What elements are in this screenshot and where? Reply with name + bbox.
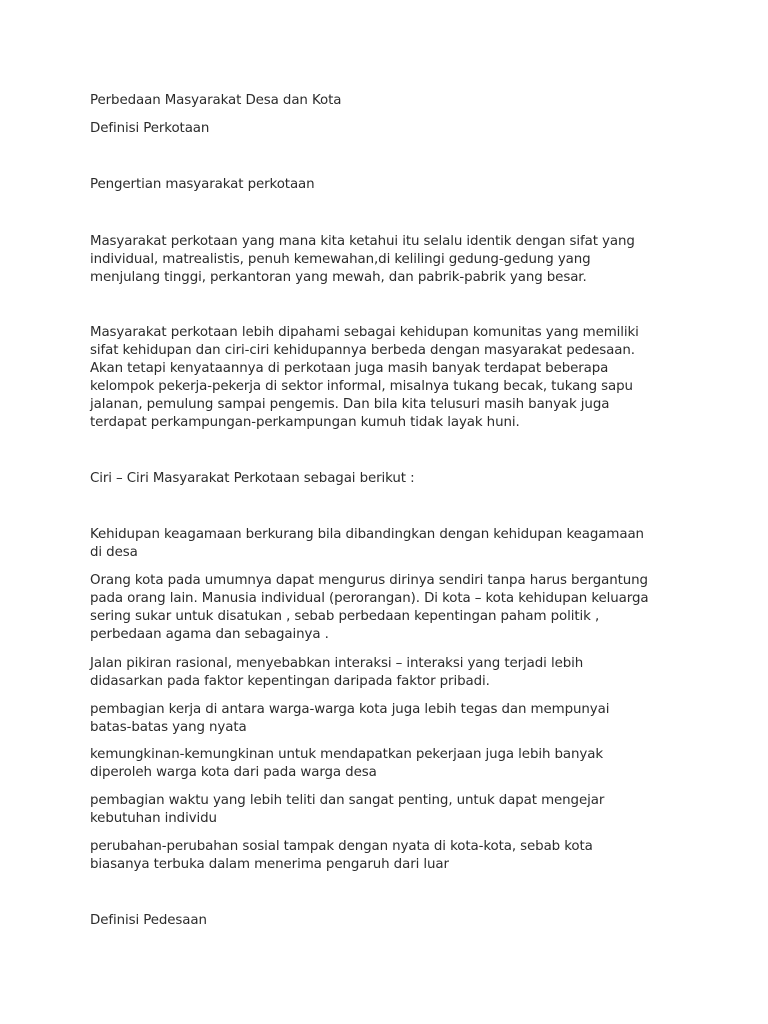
list-item-line: biasanya terbuka dalam menerima pengaruh dari luar	[90, 857, 449, 872]
list-item-line: kebutuhan individu	[90, 811, 217, 826]
list-item-line: kemungkinan-kemungkinan untuk mendapatkan pekerjaan juga lebih banyak	[90, 747, 603, 762]
list-item-line: sering sukar untuk disatukan , sebab perbedaan kepentingan paham politik ,	[90, 609, 600, 624]
list-item-line: Orang kota pada umumnya dapat mengurus dirinya sendiri tanpa harus bergantung	[90, 573, 648, 588]
paragraph-line: Akan tetapi kenyataannya di perkotaan juga masih banyak terdapat beberapa	[90, 361, 609, 376]
list-item-line: didasarkan pada faktor kepentingan daripada faktor pribadi.	[90, 674, 490, 689]
section-heading-pedesaan: Definisi Pedesaan	[90, 913, 207, 928]
paragraph-line: kelompok pekerja-pekerja di sektor informal, misalnya tukang becak, tukang sapu	[90, 379, 633, 394]
paragraph-line: terdapat perkampungan-perkampungan kumuh tidak layak huni.	[90, 415, 520, 430]
list-item-line: di desa	[90, 545, 138, 560]
paragraph-line: menjulang tinggi, perkantoran yang mewah, dan pabrik-pabrik yang besar.	[90, 270, 587, 285]
document-title: Perbedaan Masyarakat Desa dan Kota	[90, 93, 342, 108]
list-item-line: pembagian waktu yang lebih teliti dan sangat penting, untuk dapat mengejar	[90, 793, 605, 808]
paragraph-line: Masyarakat perkotaan lebih dipahami sebagai kehidupan komunitas yang memiliki	[90, 325, 639, 340]
list-item-line: pembagian kerja di antara warga-warga kota juga lebih tegas dan mempunyai	[90, 702, 610, 717]
section-heading-perkotaan: Definisi Perkotaan	[90, 121, 210, 136]
paragraph-line: individual, matrealistis, penuh kemewahan,di kelilingi gedung-gedung yang	[90, 252, 591, 267]
list-item-line: batas-batas yang nyata	[90, 720, 247, 735]
paragraph-line: sifat kehidupan dan ciri-ciri kehidupannya berbeda dengan masyarakat pedesaan.	[90, 343, 635, 358]
list-item-line: pada orang lain. Manusia individual (perorangan). Di kota – kota kehidupan keluarga	[90, 591, 649, 606]
list-item-line: perbedaan agama dan sebagainya .	[90, 627, 329, 642]
list-item-line: diperoleh warga kota dari pada warga desa	[90, 765, 377, 780]
list-item-line: Jalan pikiran rasional, menyebabkan interaksi – interaksi yang terjadi lebih	[90, 656, 584, 671]
paragraph-line: jalanan, pemulung sampai pengemis. Dan bila kita telusuri masih banyak juga	[90, 397, 610, 412]
subheading-pengertian: Pengertian masyarakat perkotaan	[90, 177, 315, 192]
paragraph-line: Masyarakat perkotaan yang mana kita ketahui itu selalu identik dengan sifat yang	[90, 234, 635, 249]
list-item-line: perubahan-perubahan sosial tampak dengan nyata di kota-kota, sebab kota	[90, 839, 593, 854]
ciri-heading: Ciri – Ciri Masyarakat Perkotaan sebagai berikut :	[90, 471, 415, 486]
list-item-line: Kehidupan keagamaan berkurang bila dibandingkan dengan kehidupan keagamaan	[90, 527, 644, 542]
